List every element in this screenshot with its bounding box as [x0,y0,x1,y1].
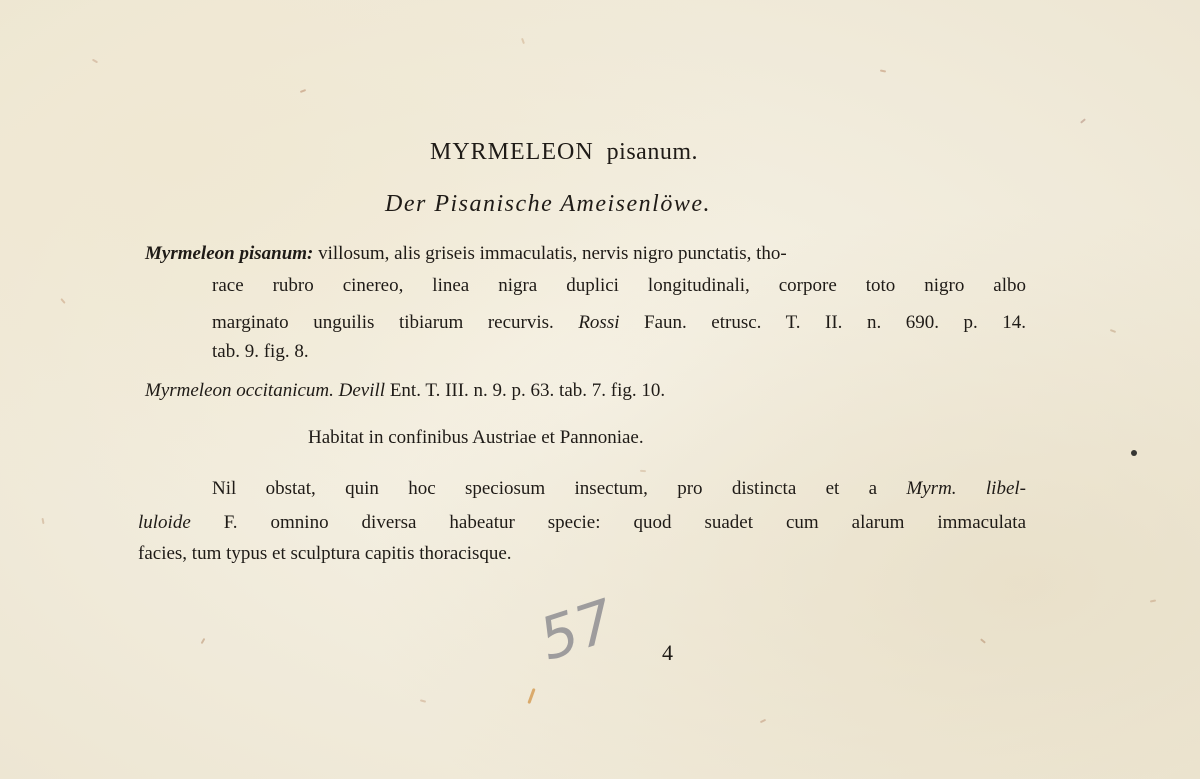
title-species: pisanum. [606,139,698,165]
paragraph-ref2: luloide [138,512,191,533]
synonym2-ref: Ent. T. III. n. 9. p. 63. tab. 7. fig. 10. [389,380,666,401]
synonym1-line2: race rubro cinereo, linea nigra duplici longitudinali, corpore toto nigro albo [212,275,1026,296]
synonym1-line3 [212,308,1026,338]
synonym1-name: Myrmeleon pisanum: [145,243,314,264]
page-subtitle: Der Pisanische Ameisenlöwe. [385,191,712,217]
synonym2-name: Myrmeleon occitanicum. [145,380,334,401]
synonym1-text3b: Faun. etrusc. T. II. n. 690. p. 14. [644,312,1026,333]
synonym1-author: Rossi [578,312,620,333]
synonym2-author: Devill [338,380,386,401]
synonym1-line1 [145,244,787,263]
synonym1-text1: villosum, alis griseis immaculatis, nervis nigro punctatis, tho- [318,243,787,264]
habitat-line: Habitat in confinibus Austriae et Pannoniae. [308,427,644,448]
title-genus: MYRMELEON [430,139,594,165]
paragraph-text1: Nil obstat, quin hoc speciosum insectum, pro distincta et a [212,478,878,499]
page-title [430,140,698,164]
synonym2-line [145,381,665,400]
paragraph-line2 [138,508,1026,538]
paragraph-line3: facies, tum typus et sculptura capitis thoracisque. [138,543,512,564]
paragraph-text2: F. omnino diversa habeatur specie: quod suadet cum alarum immaculata [223,512,1027,533]
paragraph-line1 [212,474,1026,504]
synonym1-text3a: marginato unguilis tibiarum recurvis. [212,312,554,333]
page-number: 4 [662,640,673,665]
synonym1-line4: tab. 9. fig. 8. [212,341,309,362]
paragraph-ref1: Myrm. libel- [906,478,1026,499]
pencil-annotation: 57 [531,586,623,674]
